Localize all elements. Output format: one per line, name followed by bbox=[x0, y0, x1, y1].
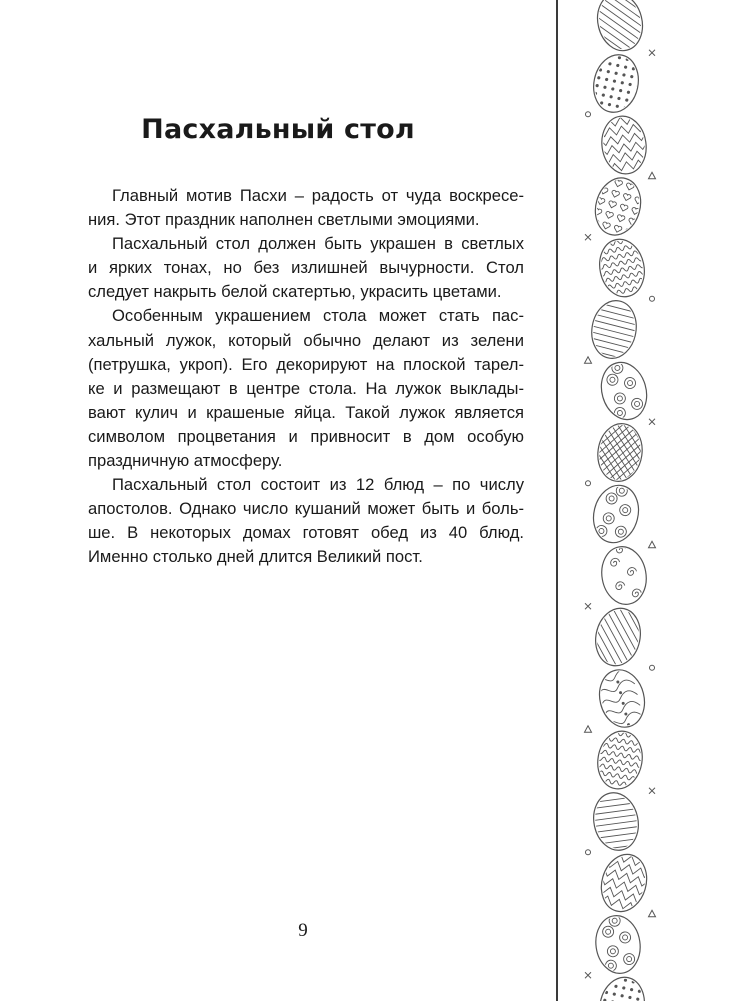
sparkle-icon bbox=[649, 541, 656, 548]
sparkle-icon bbox=[649, 419, 655, 425]
easter-egg-icon bbox=[591, 233, 658, 301]
text-line: Особенным украшением стола может стать пас- bbox=[112, 306, 524, 326]
easter-egg-icon bbox=[594, 665, 651, 732]
sparkle-icon bbox=[649, 172, 656, 179]
text-line: Пасхальный стол состоит из 12 блюд – по числу bbox=[112, 475, 524, 495]
sparkle-icon bbox=[586, 112, 591, 117]
text-line: ния. Этот праздник наполнен светлыми эмоциями. bbox=[88, 210, 480, 230]
sparkle-icon bbox=[586, 481, 591, 486]
easter-egg-icon bbox=[585, 788, 648, 856]
easter-egg-border bbox=[580, 0, 660, 1001]
easter-egg-icon bbox=[589, 727, 654, 794]
text-line: Именно столько дней длится Великий пост. bbox=[88, 547, 423, 567]
easter-egg-icon bbox=[588, 480, 645, 547]
easter-egg-icon bbox=[588, 51, 645, 117]
text-line: ше. В некоторых домах готовят обед из 40 блюд. bbox=[88, 523, 524, 543]
easter-egg-icon bbox=[592, 912, 644, 976]
margin-divider bbox=[556, 0, 558, 1001]
easter-egg-icon bbox=[595, 357, 653, 425]
sparkle-icon bbox=[585, 603, 591, 609]
easter-egg-border-art bbox=[580, 0, 660, 1001]
text-line: и ярких тонах, но без излишней вычурности. Стол bbox=[88, 258, 524, 278]
text-line: Пасхальный стол должен быть украшен в светлых bbox=[112, 234, 524, 254]
sparkle-icon bbox=[649, 788, 655, 794]
text-line: (петрушка, укроп). Его декорируют на плоской тарел- bbox=[88, 354, 524, 374]
sparkle-icon bbox=[585, 972, 591, 978]
sparkle-icon bbox=[585, 726, 592, 733]
text-line: следует накрыть белой скатертью, украсить цветами. bbox=[88, 282, 502, 302]
paragraph bbox=[88, 184, 524, 232]
sparkle-icon bbox=[649, 910, 656, 917]
article-body bbox=[88, 184, 524, 570]
text-line: праздничную атмосферу. bbox=[88, 451, 283, 471]
easter-egg-icon bbox=[583, 296, 644, 362]
sparkle-icon bbox=[649, 50, 655, 56]
paragraph bbox=[88, 473, 524, 569]
sparkle-icon bbox=[650, 296, 655, 301]
sparkle-icon bbox=[650, 665, 655, 670]
text-line: хальный лужок, который обычно делают из зелени bbox=[88, 330, 524, 350]
easter-egg-icon bbox=[597, 542, 651, 608]
sparkle-icon bbox=[586, 850, 591, 855]
paragraph bbox=[88, 304, 524, 473]
sparkle-icon bbox=[585, 234, 591, 240]
easter-egg-icon bbox=[596, 113, 652, 177]
text-line: апостолов. Однако число кушаний может быть и боль- bbox=[88, 499, 524, 519]
page-title: Пасхальный стол bbox=[141, 114, 415, 145]
text-line: Главный мотив Пасхи – радость от чуда воскресе- bbox=[112, 186, 524, 205]
sparkle-icon bbox=[585, 357, 592, 364]
easter-egg-icon bbox=[594, 973, 651, 1001]
easter-egg-icon bbox=[593, 849, 655, 918]
easter-egg-icon bbox=[589, 173, 647, 241]
paragraph bbox=[88, 232, 524, 304]
text-line: символом процветания и привносит в дом особую bbox=[88, 426, 524, 446]
page-number: 9 bbox=[298, 920, 308, 941]
text-line: вают кулич и крашеные яйца. Такой лужок является bbox=[88, 402, 524, 422]
text-line: ке и размещают в центре стола. На лужок выклады- bbox=[88, 378, 524, 398]
